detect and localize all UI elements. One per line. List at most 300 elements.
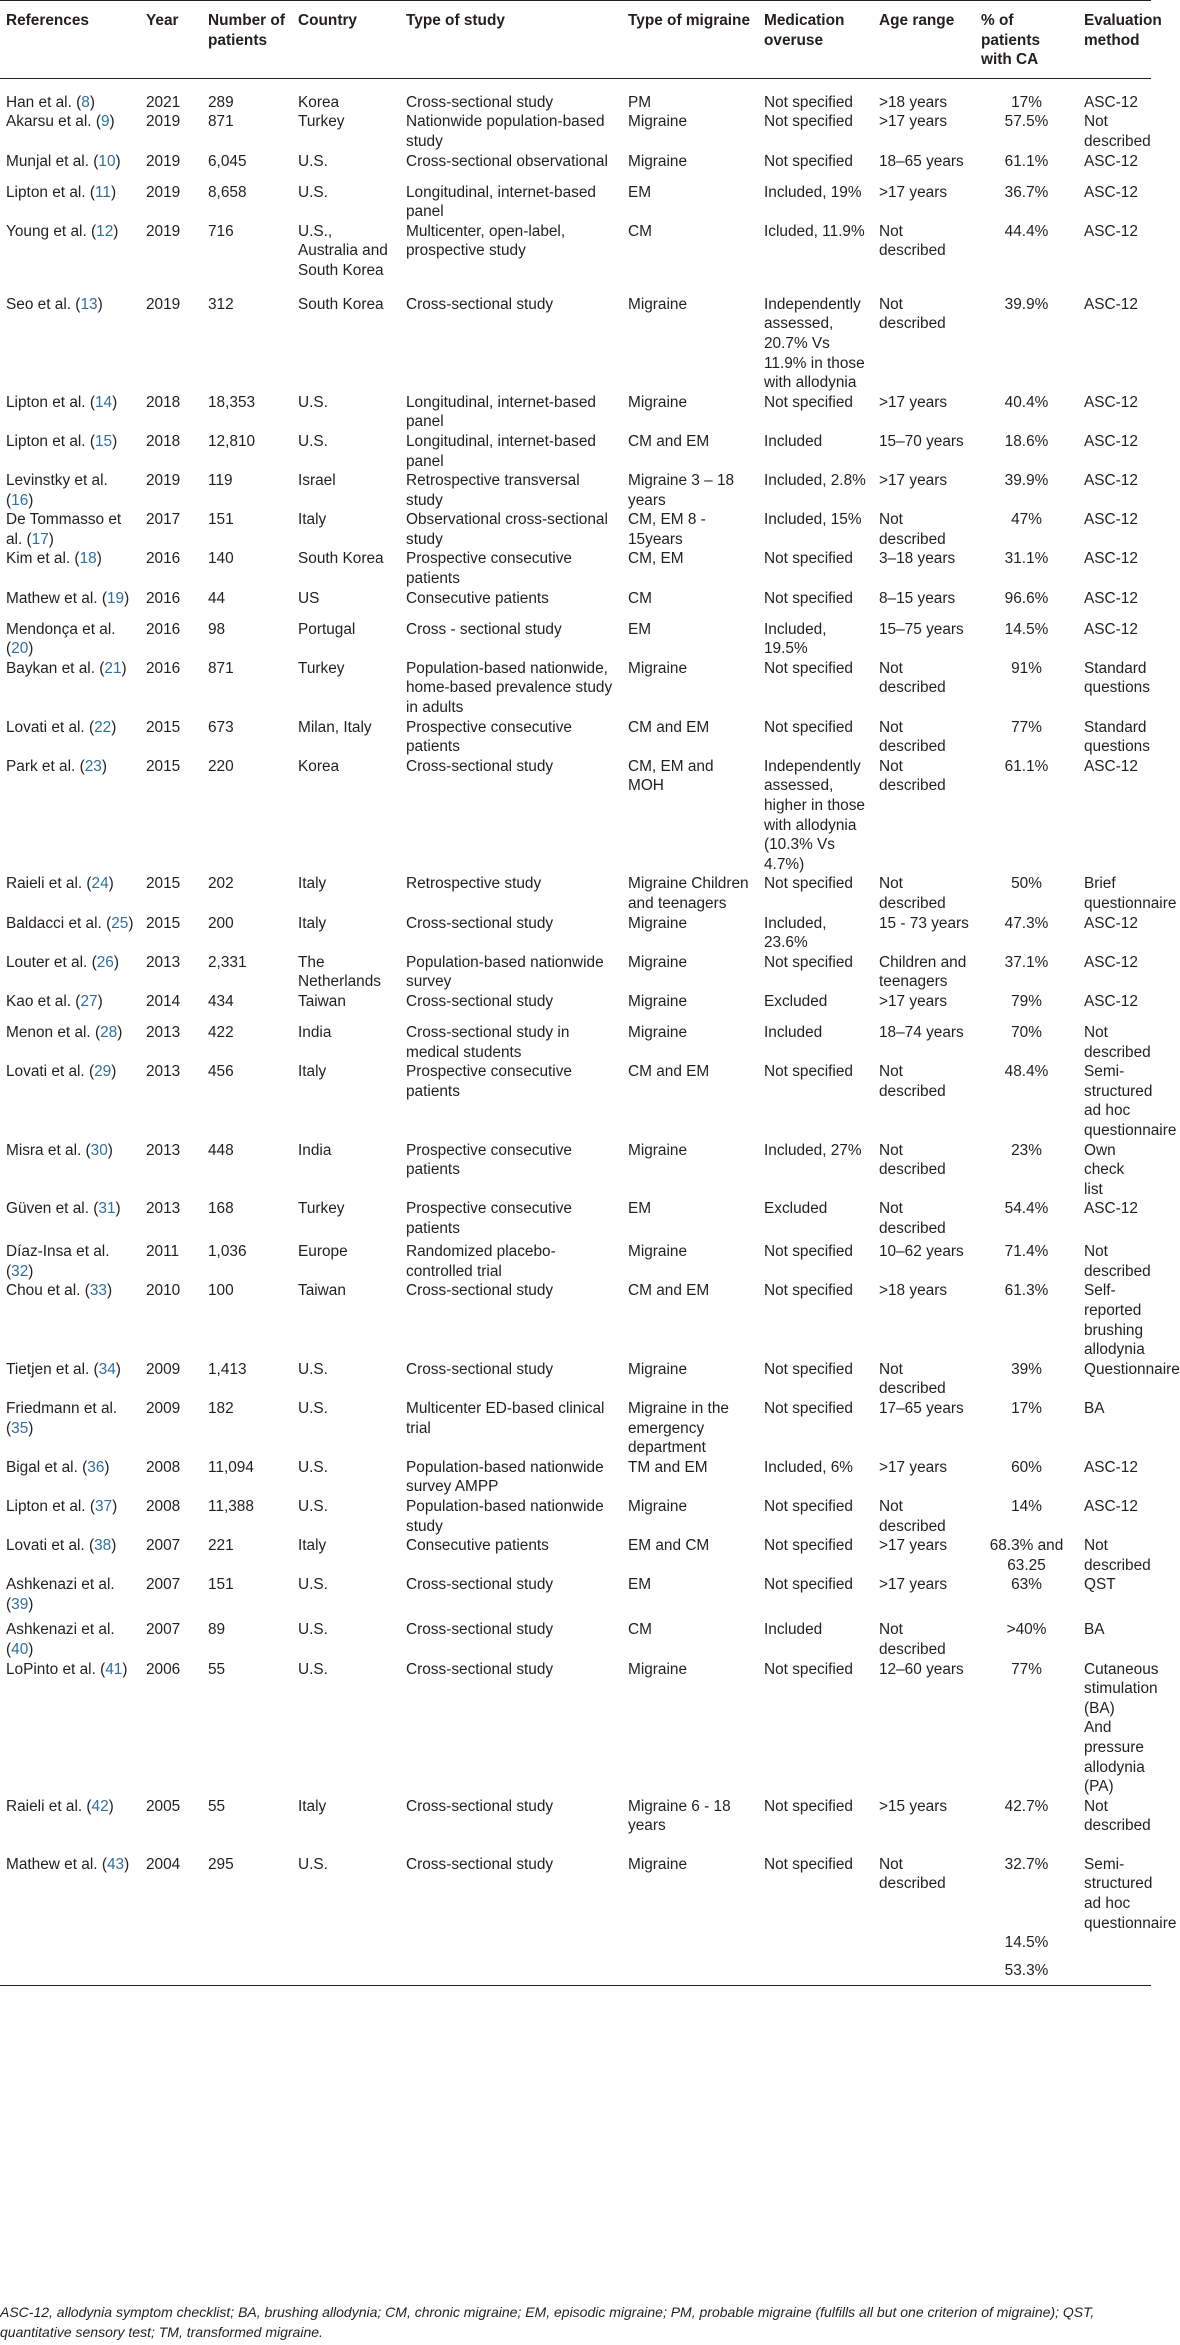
cell-evaluation-method: BA: [1084, 1621, 1105, 1639]
cell-migraine-type: EM: [628, 183, 652, 201]
cell-study-type: Cross-sectional study: [406, 1360, 554, 1378]
cell-year: 2016: [146, 659, 181, 677]
citation-link[interactable]: 31: [98, 1200, 116, 1218]
reference-name: Bigal et al.: [6, 1458, 78, 1476]
cell-reference: De Tommasso et al. (17): [6, 511, 122, 548]
citation-link[interactable]: 15: [94, 432, 113, 450]
reference-name: Mendonça et al.: [6, 620, 116, 638]
cell-patients: 98: [208, 620, 226, 638]
cell-study-type: Cross-sectional study: [406, 1797, 554, 1815]
cell-reference: Young et al. (12): [6, 222, 119, 240]
cell-reference: Lovati et al. (29): [6, 1063, 117, 1081]
cell-year: 2016: [146, 550, 181, 568]
cell-year: 2007: [146, 1621, 181, 1639]
cell-age-range: >17 years: [879, 1537, 948, 1555]
cell-migraine-type: EM: [628, 1576, 652, 1594]
cell-medication-overuse: Not specified: [764, 1576, 853, 1594]
cell-pct-ca: 47.3%: [1004, 914, 1049, 932]
citation-link[interactable]: 9: [100, 113, 110, 131]
cell-age-range: >17 years: [879, 992, 948, 1010]
cell-patients: 140: [208, 550, 234, 568]
cell-pct-ca: 77%: [1011, 1660, 1042, 1678]
cell-country: South Korea: [298, 550, 384, 568]
cell-year: 2007: [146, 1537, 181, 1555]
cell-migraine-type: Migraine: [628, 295, 688, 313]
cell-migraine-type: CM, EM 8 - 15years: [628, 511, 706, 548]
cell-pct-ca: 79%: [1011, 992, 1042, 1010]
cell-study-type: Longitudinal, internet-based panel: [406, 183, 596, 221]
cell-age-range: 18–65 years: [879, 152, 964, 170]
table-row: [0, 471, 1151, 510]
citation-link[interactable]: 19: [106, 589, 125, 607]
citation-link[interactable]: 34: [98, 1360, 116, 1378]
reference-name: Güven et al.: [6, 1200, 89, 1218]
cell-study-type: Population-based nationwide, home-based prevalence study in adults: [406, 659, 613, 717]
citation-link[interactable]: 39: [11, 1595, 29, 1613]
cell-migraine-type: Migraine 3 – 18 years: [628, 472, 735, 509]
cell-migraine-type: CM, EM: [628, 550, 684, 568]
cell-country: U.S.: [298, 1360, 328, 1378]
citation-link[interactable]: 38: [94, 1537, 112, 1555]
citation-link[interactable]: 21: [104, 659, 122, 677]
cell-patients: 119: [208, 472, 233, 490]
cell-evaluation-method: ASC-12: [1084, 1200, 1138, 1218]
reference-name: Lovati et al.: [6, 718, 85, 736]
cell-pct-ca: 61.1%: [1004, 152, 1049, 170]
cell-patients: 6,045: [208, 152, 247, 170]
cell-age-range: >17 years: [879, 183, 948, 201]
cell-evaluation-method: ASC-12: [1084, 222, 1138, 240]
reference-name: Chou et al.: [6, 1282, 81, 1300]
cell-migraine-type: Migraine: [628, 1498, 688, 1515]
cell-patients: 100: [208, 1282, 234, 1300]
cell-reference: Friedmann et al. (35): [6, 1400, 118, 1437]
summary-empty-cell: [202, 1961, 292, 1985]
cell-pct-ca: 23%: [1011, 1141, 1042, 1159]
cell-reference: Seo et al. (13): [6, 295, 103, 313]
reference-name: Kim et al.: [6, 550, 71, 568]
cell-patients: 18,353: [208, 393, 256, 411]
reference-name: Mathew et al.: [6, 1855, 98, 1873]
cell-evaluation-method: ASC-12: [1084, 914, 1138, 932]
cell-migraine-type: CM: [628, 589, 652, 607]
cell-study-type: Cross-sectional study in medical students: [406, 1023, 570, 1061]
cell-patients: 151: [208, 511, 234, 529]
summary-empty-cell: [0, 1961, 140, 1985]
cell-reference: Baykan et al. (21): [6, 659, 127, 677]
cell-pct-ca: 77%: [1011, 718, 1042, 736]
cell-year: 2016: [146, 589, 181, 607]
cell-age-range: Not described: [879, 1360, 946, 1398]
cell-migraine-type: Migraine: [628, 914, 688, 932]
reference-name: Friedmann et al.: [6, 1400, 118, 1418]
cell-evaluation-method: ASC-12: [1084, 432, 1138, 450]
cell-evaluation-method: ASC-12: [1084, 620, 1138, 638]
cell-migraine-type: Migraine: [628, 1243, 688, 1261]
cell-age-range: Not described: [879, 295, 946, 333]
reference-name: Levinstky et al.: [6, 472, 108, 490]
cell-study-type: Prospective consecutive patients: [406, 718, 572, 756]
citation-link[interactable]: 33: [89, 1282, 107, 1300]
reference-name: De Tommasso et al.: [6, 511, 122, 548]
cell-age-range: >18 years: [879, 93, 948, 111]
cell-age-range: >17 years: [879, 113, 948, 131]
cell-year: 2015: [146, 875, 181, 893]
cell-medication-overuse: Included, 6%: [764, 1458, 853, 1476]
cell-patients: 44: [208, 589, 226, 607]
cell-evaluation-method: Own check list: [1084, 1141, 1125, 1198]
summary-empty-cell: [873, 1933, 975, 1961]
citation-link[interactable]: 18: [79, 550, 97, 568]
summary-pct-max: 53.3%: [975, 1961, 1078, 1985]
cell-country: U.S.: [298, 1498, 328, 1515]
table-row: [0, 222, 1151, 295]
cell-age-range: 17–65 years: [879, 1400, 964, 1418]
citation-link[interactable]: 42: [91, 1797, 109, 1815]
cell-year: 2015: [146, 718, 181, 736]
table-row: [0, 1360, 1151, 1399]
cell-medication-overuse: Included, 19.5%: [764, 620, 827, 658]
citation-link[interactable]: 12: [96, 222, 114, 240]
citation-link[interactable]: 17: [31, 530, 49, 548]
cell-study-type: Observational cross-sectional study: [406, 511, 608, 548]
citation-link[interactable]: 24: [91, 875, 109, 893]
summary-empty-cell: [758, 1961, 873, 1985]
summary-row: [0, 1933, 1151, 1961]
cell-pct-ca: 63%: [1011, 1576, 1042, 1594]
cell-year: 2018: [146, 393, 181, 411]
cell-medication-overuse: Not specified: [764, 589, 853, 607]
summary-empty-cell: [140, 1933, 202, 1961]
summary-empty-cell: [873, 1961, 975, 1985]
cell-evaluation-method: Brief questionnaire: [1084, 875, 1177, 912]
table-row: [0, 1399, 1151, 1458]
citation-link[interactable]: 32: [11, 1262, 29, 1280]
cell-year: 2019: [146, 295, 181, 313]
cell-country: Italy: [298, 511, 327, 529]
cell-pct-ca: 40.4%: [1004, 393, 1049, 411]
citation-link[interactable]: 25: [111, 914, 129, 932]
cell-reference: Chou et al. (33): [6, 1282, 113, 1300]
cell-year: 2019: [146, 152, 181, 170]
cell-reference: Park et al. (23): [6, 757, 107, 775]
cell-age-range: >17 years: [879, 1458, 948, 1476]
cell-migraine-type: CM and EM: [628, 718, 710, 736]
cell-study-type: Cross-sectional study: [406, 93, 554, 111]
cell-reference: Akarsu et al. (9): [6, 113, 115, 131]
citation-link[interactable]: 22: [94, 718, 112, 736]
cell-migraine-type: PM: [628, 93, 652, 111]
cell-pct-ca: 71.4%: [1004, 1243, 1049, 1261]
reference-name: Tietjen et al.: [6, 1360, 90, 1378]
cell-year: 2006: [146, 1660, 181, 1678]
cell-reference: Bigal et al. (36): [6, 1458, 110, 1476]
reference-name: Louter et al.: [6, 953, 88, 971]
cell-age-range: 15 - 73 years: [879, 914, 969, 932]
cell-evaluation-method: Cutaneous stimulation (BA) And pressure allodynia (PA): [1084, 1660, 1159, 1796]
reference-name: Han et al.: [6, 93, 72, 111]
cell-medication-overuse: Not specified: [764, 953, 853, 971]
cell-patients: 456: [208, 1063, 234, 1081]
cell-study-type: Population-based nationwide survey AMPP: [406, 1458, 604, 1496]
cell-migraine-type: Migraine: [628, 1855, 688, 1873]
summary-empty-cell: [758, 1933, 873, 1961]
cell-pct-ca: 47%: [1011, 511, 1042, 529]
cell-reference: Kao et al. (27): [6, 992, 103, 1010]
header-number-of-patients: Number of patients: [202, 1, 292, 79]
cell-year: 2013: [146, 1063, 181, 1081]
cell-medication-overuse: Not specified: [764, 1660, 853, 1678]
table-row: [0, 1855, 1151, 1933]
cell-country: Turkey: [298, 659, 345, 677]
reference-name: LoPinto et al.: [6, 1660, 96, 1678]
cell-migraine-type: Migraine: [628, 659, 688, 677]
cell-age-range: 18–74 years: [879, 1023, 964, 1041]
reference-name: Young et al.: [6, 222, 87, 240]
table-row: [0, 718, 1151, 757]
cell-patients: 202: [208, 875, 234, 893]
cell-migraine-type: TM and EM: [628, 1458, 708, 1476]
cell-evaluation-method: ASC-12: [1084, 1458, 1138, 1476]
cell-age-range: Children and teenagers: [879, 953, 967, 991]
reference-name: Lipton et al.: [6, 393, 86, 411]
cell-reference: Baldacci et al. (25): [6, 914, 134, 932]
reference-name: Seo et al.: [6, 295, 72, 313]
cell-pct-ca: 17%: [1011, 1400, 1042, 1418]
cell-year: 2008: [146, 1498, 181, 1515]
cell-age-range: Not described: [879, 659, 946, 697]
cell-patients: 673: [208, 718, 234, 736]
cell-patients: 11,388: [208, 1498, 254, 1515]
cell-patients: 1,413: [208, 1360, 247, 1378]
cell-study-type: Multicenter ED-based clinical trial: [406, 1400, 605, 1437]
cell-migraine-type: Migraine: [628, 1360, 688, 1378]
cell-reference: Mathew et al. (19): [6, 589, 130, 607]
table-row: [0, 112, 1151, 151]
citation-link[interactable]: 27: [80, 992, 98, 1010]
table-row: [0, 78, 1151, 112]
cell-pct-ca: 37.1%: [1004, 953, 1049, 971]
cell-migraine-type: Migraine 6 - 18 years: [628, 1797, 731, 1835]
citation-link[interactable]: 8: [81, 93, 90, 111]
cell-country: U.S.: [298, 1400, 328, 1418]
cell-study-type: Consecutive patients: [406, 1537, 549, 1555]
table-row: [0, 432, 1151, 471]
reference-name: Munjal et al.: [6, 152, 89, 170]
reference-name: Díaz-Insa et al.: [6, 1243, 110, 1261]
cell-country: Italy: [298, 1797, 327, 1815]
table-row: [0, 1797, 1151, 1855]
reference-name: Baykan et al.: [6, 659, 95, 677]
cell-reference: Lovati et al. (22): [6, 718, 117, 736]
cell-year: 2021: [146, 93, 181, 111]
citation-link[interactable]: 40: [11, 1640, 29, 1658]
cell-age-range: Not described: [879, 222, 946, 260]
cell-pct-ca: 17%: [1011, 93, 1042, 111]
header-row: [0, 1, 1151, 79]
cell-evaluation-method: Standard questions: [1084, 718, 1150, 756]
cell-patients: 182: [208, 1400, 234, 1418]
cell-study-type: Population-based nationwide study: [406, 1498, 604, 1535]
reference-name: Akarsu et al.: [6, 113, 92, 131]
table-row: [0, 1023, 1151, 1062]
cell-medication-overuse: Independently assessed, higher in those with allodynia (10.3% Vs 4.7%): [764, 757, 865, 873]
cell-evaluation-method: ASC-12: [1084, 472, 1138, 490]
cell-year: 2009: [146, 1360, 181, 1378]
cell-medication-overuse: Not specified: [764, 393, 853, 411]
table-body: [0, 78, 1180, 1985]
cell-migraine-type: CM: [628, 1621, 652, 1639]
cell-evaluation-method: Standard questions: [1084, 659, 1150, 697]
table-row: [0, 549, 1151, 588]
header-type-of-study: Type of study: [400, 1, 622, 79]
cell-country: Israel: [298, 472, 336, 490]
cell-migraine-type: EM: [628, 1200, 652, 1218]
table-row: [0, 510, 1151, 549]
cell-medication-overuse: Not specified: [764, 659, 853, 677]
cell-year: 2008: [146, 1458, 181, 1476]
cell-reference: Lipton et al. (15): [6, 432, 118, 450]
cell-patients: 871: [208, 113, 234, 131]
cell-year: 2010: [146, 1282, 181, 1300]
cell-study-type: Cross-sectional study: [406, 1282, 554, 1300]
cell-evaluation-method: ASC-12: [1084, 1498, 1138, 1515]
citation-link[interactable]: 43: [106, 1855, 125, 1873]
reference-name: Lovati et al.: [6, 1537, 85, 1555]
cell-age-range: Not described: [879, 1141, 946, 1179]
cell-reference: Mathew et al. (43): [6, 1855, 130, 1873]
cell-country: Europe: [298, 1243, 348, 1261]
cell-migraine-type: Migraine: [628, 393, 688, 411]
cell-year: 2015: [146, 757, 181, 775]
cell-medication-overuse: Not specified: [764, 875, 853, 893]
citation-link[interactable]: 13: [80, 295, 98, 313]
cell-country: U.S.: [298, 1576, 328, 1594]
summary-empty-cell: [1078, 1961, 1151, 1985]
cell-country: U.S.: [298, 432, 328, 450]
cell-medication-overuse: Not specified: [764, 1797, 853, 1815]
cell-evaluation-method: Questionnaire: [1084, 1360, 1180, 1378]
cell-pct-ca: 14%: [1011, 1498, 1042, 1515]
table-row: [0, 1141, 1151, 1200]
table-row: [0, 757, 1151, 875]
cell-medication-overuse: Independently assessed, 20.7% Vs 11.9% in those with allodynia: [764, 295, 865, 392]
cell-evaluation-method: Not described: [1084, 113, 1151, 150]
citation-link[interactable]: 26: [96, 953, 114, 971]
cell-age-range: 15–70 years: [879, 432, 964, 450]
cell-patients: 55: [208, 1797, 226, 1815]
cell-country: Milan, Italy: [298, 718, 372, 736]
cell-migraine-type: CM, EM and MOH: [628, 757, 714, 795]
reference-name: Raieli et al.: [6, 875, 83, 893]
cell-age-range: Not described: [879, 1063, 946, 1100]
cell-study-type: Population-based nationwide survey: [406, 953, 604, 991]
table-row: [0, 1242, 1151, 1281]
cell-study-type: Longitudinal, internet-based panel: [406, 432, 596, 470]
reference-name: Lipton et al.: [6, 183, 86, 201]
cell-migraine-type: CM and EM: [628, 432, 710, 450]
table-row: [0, 914, 1151, 953]
table-row: [0, 659, 1151, 718]
citation-link[interactable]: 14: [94, 393, 113, 411]
cell-country: The Netherlands: [298, 953, 381, 991]
cell-reference: Tietjen et al. (34): [6, 1360, 121, 1378]
cell-pct-ca: >40%: [1006, 1621, 1047, 1639]
cell-study-type: Cross-sectional study: [406, 914, 554, 932]
citation-link[interactable]: 11: [94, 183, 111, 201]
cell-reference: Raieli et al. (24): [6, 875, 114, 893]
cell-reference: Han et al. (8): [6, 93, 95, 111]
citation-link[interactable]: 28: [100, 1023, 118, 1041]
cell-year: 2004: [146, 1855, 181, 1873]
cell-study-type: Consecutive patients: [406, 589, 549, 607]
cell-pct-ca: 48.4%: [1004, 1063, 1049, 1081]
citation-link[interactable]: 35: [11, 1419, 29, 1437]
cell-patients: 200: [208, 914, 234, 932]
cell-patients: 89: [208, 1621, 226, 1639]
cell-year: 2019: [146, 183, 181, 201]
citation-link[interactable]: 23: [84, 757, 102, 775]
cell-country: U.S.: [298, 1855, 328, 1873]
cell-pct-ca: 50%: [1011, 875, 1042, 893]
cell-country: Italy: [298, 914, 327, 932]
cell-pct-ca: 18.6%: [1004, 432, 1049, 450]
citation-link[interactable]: 36: [87, 1458, 105, 1476]
cell-year: 2017: [146, 511, 181, 529]
table-row: [0, 1062, 1151, 1140]
cell-country: Korea: [298, 93, 340, 111]
summary-empty-cell: [0, 1933, 140, 1961]
cell-study-type: Longitudinal, internet-based panel: [406, 393, 596, 431]
cell-pct-ca: 31.1%: [1004, 550, 1049, 568]
cell-pct-ca: 57.5%: [1004, 113, 1049, 131]
cell-reference: Levinstky et al. (16): [6, 472, 108, 509]
cell-reference: Lovati et al. (38): [6, 1537, 117, 1555]
citation-link[interactable]: 16: [11, 491, 29, 509]
citation-link[interactable]: 41: [105, 1660, 123, 1678]
cell-year: 2016: [146, 620, 181, 638]
cell-study-type: Cross-sectional study: [406, 295, 554, 313]
cell-evaluation-method: ASC-12: [1084, 757, 1138, 775]
cell-evaluation-method: BA: [1084, 1400, 1105, 1418]
cell-patients: 434: [208, 992, 234, 1010]
cell-age-range: >17 years: [879, 472, 948, 490]
citation-link[interactable]: 37: [94, 1498, 113, 1515]
table-row: [0, 1660, 1151, 1797]
header-type-of-migraine: Type of migraine: [622, 1, 758, 79]
citation-link[interactable]: 30: [90, 1141, 108, 1159]
table-row: [0, 874, 1151, 913]
cell-migraine-type: CM: [628, 222, 652, 240]
cell-patients: 448: [208, 1141, 234, 1159]
citation-link[interactable]: 10: [98, 152, 116, 170]
cell-pct-ca: 61.1%: [1004, 757, 1049, 775]
cell-patients: 422: [208, 1023, 234, 1041]
cell-age-range: Not described: [879, 1621, 946, 1658]
cell-study-type: Retrospective transversal study: [406, 472, 580, 509]
cell-evaluation-method: Semi-structured ad hoc questionnaire: [1084, 1063, 1177, 1139]
cell-migraine-type: Migraine: [628, 953, 688, 971]
citation-link[interactable]: 29: [94, 1063, 112, 1081]
header-year: Year: [140, 1, 202, 79]
citation-link[interactable]: 20: [11, 640, 29, 658]
reference-name: Mathew et al.: [6, 589, 98, 607]
cell-reference: Ashkenazi et al. (40): [6, 1621, 115, 1658]
cell-migraine-type: Migraine: [628, 113, 688, 131]
cell-evaluation-method: ASC-12: [1084, 152, 1138, 170]
cell-country: Italy: [298, 1063, 327, 1081]
cell-reference: Menon et al. (28): [6, 1023, 123, 1041]
